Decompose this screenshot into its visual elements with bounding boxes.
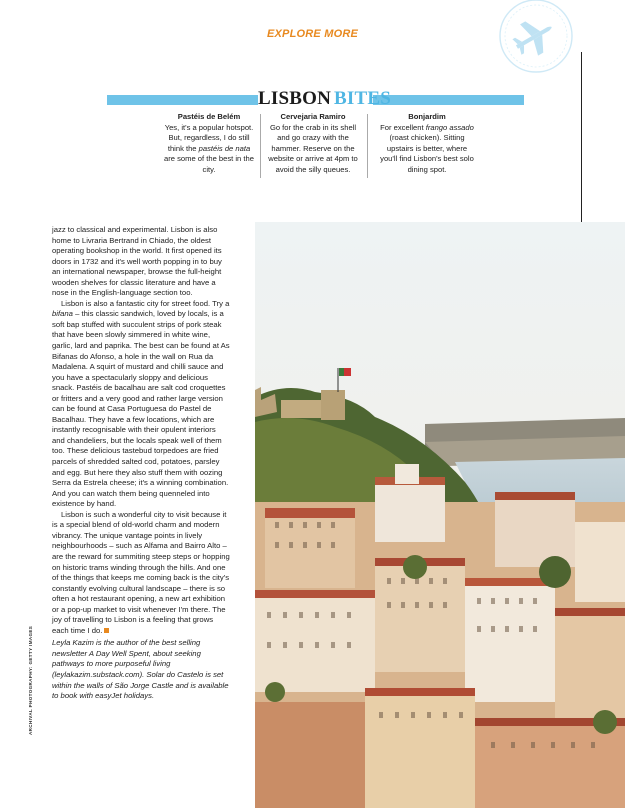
title-word-bites: BITES	[334, 88, 391, 109]
bites-divider	[260, 114, 261, 178]
article-paragraph: jazz to classical and experimental. Lisbon is also home to Livraria Bertrand in Chiado, the oldest operating bookshop in the world. It first opened its doors in 1732 and it's well worth popping in to buy an international newspaper, browse the full-height wooden shelves for classic literature and have a nose in the English-language section too.	[52, 225, 222, 298]
bites-item	[162, 112, 256, 175]
bites-item-emph: frango assado	[425, 122, 474, 132]
bites-item-text-end: are some of the best in the city.	[164, 154, 254, 174]
bites-divider	[367, 114, 368, 178]
end-mark-icon	[104, 628, 109, 633]
bites-item-name: Pastéis de Belém	[177, 112, 241, 121]
bites-item-text-end: (roast chicken). Sitting upstairs is better, where you'll find Lisbon's best solo dining spot.	[380, 133, 474, 174]
bites-item-text: For excellent	[380, 122, 426, 132]
article-paragraph	[52, 510, 230, 637]
bites-item	[266, 112, 360, 175]
paragraph-text: Lisbon is also a fantastic city for street food. Try a	[61, 298, 230, 308]
paragraph-text-end: – this classic sandwich, loved by locals, is a soft bap stuffed with succulent strips of pork steak that have been slowly simmered in white wine, garlic, lard and paprika. The best can be found at As Bifanas do Afonso, a hole in the wall on Rua da Madalena. A squirt of mustard and chilli sauce and you have a spectacularly sloppy and delicious snack. Pastéis de bacalhau are salt cod croquettes or fritters and a very good and rather large version can be found at Casa Portuguesa do Pastel de Bacalhau. They have a few locations, which are instantly recognisable with their opulent interiors and chandeliers, but the locals speak well of them too. These delicious tastebud torpedoes are fried parcels of shredded salted cod, potatoes, parsley and egg. But here they also stuff them with oozing Serra da Estrela cheese; it's a winning combination. And you can watch them being quenneled into existence by hand.	[52, 309, 230, 509]
paragraph-text: Lisbon is such a wonderful city to visit because it is a special blend of old-world charm and modern vibrancy. The unique vantage points in lively neighbourhoods – such as Alfama and Bairro Alto – are the reward for summiting steep steps or hopping on historic trams winding through the hills. And one of the things that keeps me coming back is the city's constantly evolving cultural landscape – there is so often a hot restaurant opening, a new art exhibition or a pop-up market to visit whenever I'm there. The joy of travelling to Lisbon is a feeling that grows each time I do.	[52, 509, 230, 635]
lisbon-bites-title	[258, 88, 391, 110]
title-word-lisbon: LISBON	[258, 88, 332, 109]
column-rule	[581, 52, 582, 222]
bites-item-emph: pastéis de nata	[198, 143, 251, 153]
explore-more-heading: EXPLORE MORE	[266, 28, 359, 40]
article-body	[52, 225, 230, 702]
bites-item-name: Cervejaria Ramiro	[280, 112, 346, 121]
bites-item	[380, 112, 474, 175]
title-bar-right	[373, 95, 524, 105]
bites-item-name: Bonjardim	[408, 112, 446, 121]
title-bar-left	[107, 95, 258, 105]
lisbon-cityscape-photo	[255, 222, 625, 808]
paragraph-emph: bifana	[52, 309, 73, 319]
bites-item-text: Yes, it's a popular hotspot. But, regardless, I do still think the	[164, 122, 254, 153]
author-bio: Leyla Kazim is the author of the best selling newsletter A Day Well Spent, about seeking pathways to more purposeful living (leylakazim.substack.com). Solar do Castelo is set within the walls of São Jorge Castle and is available to book with easyJet holidays.	[52, 638, 229, 701]
article-paragraph	[52, 299, 230, 510]
airplane-badge-icon	[497, 0, 575, 78]
bites-item-text: Go for the crab in its shell and go crazy with the hammer. Reserve on the website or arrive at 4pm to avoid the silly queues.	[268, 122, 358, 174]
photo-credit: ARCHIVAL PHOTOGRAPHY: GETTY IMAGES	[28, 625, 33, 735]
